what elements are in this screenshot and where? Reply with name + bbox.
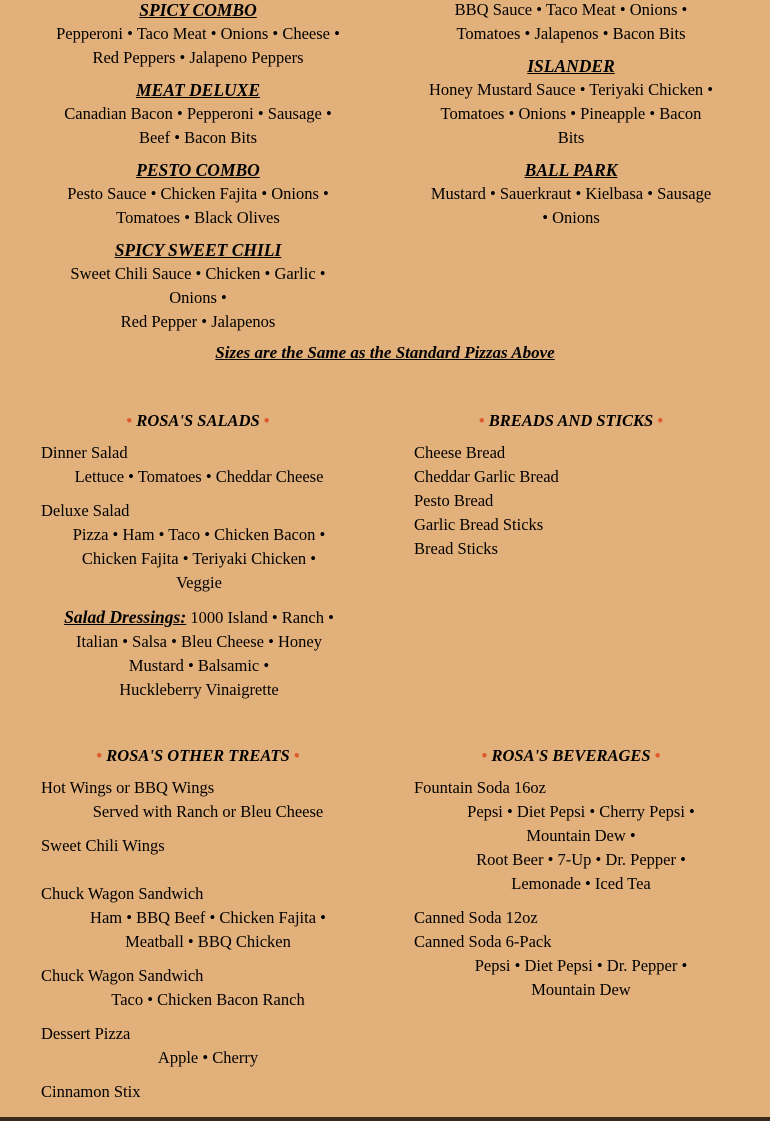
pizza-column-right	[410, 0, 732, 230]
pizza-spicy-sweet-chili	[40, 238, 356, 334]
menu-item-details: Meatball • BBQ Chicken	[125, 932, 291, 951]
menu-item-details: Served with Ranch or Bleu Cheese	[92, 802, 324, 821]
pizza-ingredients: Tomatoes • Jalapenos • Bacon Bits	[456, 24, 686, 43]
menu-item-details: Ham • BBQ Beef • Chicken Fajita •	[90, 908, 326, 927]
pizza-bbq-continued	[410, 0, 732, 46]
pizza-ingredients: Red Peppers • Jalapeno Peppers	[92, 48, 304, 67]
pizza-ingredients: Pesto Sauce • Chicken Fajita • Onions •	[67, 184, 329, 203]
breads-heading	[414, 410, 728, 432]
menu-item-name: Dessert Pizza	[41, 1024, 131, 1043]
salad-dressings-first: 1000 Island • Ranch •	[186, 608, 334, 627]
pizza-ingredients: Onions •	[169, 288, 227, 307]
bullet-icon: •	[293, 746, 300, 765]
beverages-heading	[414, 745, 728, 767]
menu-item-name: Chuck Wagon Sandwich	[41, 884, 204, 903]
pizza-title: MEAT DELUXE	[136, 80, 260, 100]
bullet-icon: •	[478, 411, 485, 430]
salads-heading-text: ROSA'S SALADS	[136, 411, 260, 430]
menu-item-details: Root Beer • 7-Up • Dr. Pepper •	[476, 850, 686, 869]
menu-item-details: Italian • Salsa • Bleu Cheese • Honey	[76, 632, 322, 651]
menu-item-name: Pesto Bread	[414, 491, 494, 510]
menu-item-name: Cheese Bread	[414, 443, 506, 462]
sizes-note: Sizes are the Same as the Standard Pizzas Above	[215, 343, 555, 362]
bullet-icon: •	[657, 411, 664, 430]
pizza-ingredients: Tomatoes • Black Olives	[116, 208, 280, 227]
pizza-title: SPICY SWEET CHILI	[114, 240, 282, 260]
menu-item-details: Chicken Fajita • Teriyaki Chicken •	[81, 549, 317, 568]
menu-item-name: Sweet Chili Wings	[41, 836, 165, 855]
menu-item-details: Mountain Dew	[531, 980, 631, 999]
pizza-spicy-combo	[40, 0, 356, 70]
bullet-icon: •	[96, 746, 103, 765]
bullet-icon: •	[126, 411, 133, 430]
menu-item-details: Mustard • Balsamic •	[128, 656, 270, 675]
menu-item-details: Pepsi • Diet Pepsi • Cherry Pepsi •	[467, 802, 695, 821]
menu-item-name: Hot Wings or BBQ Wings	[41, 778, 215, 797]
pizza-ingredients: BBQ Sauce • Taco Meat • Onions •	[454, 0, 688, 19]
page-bottom-divider	[0, 1117, 770, 1121]
pizza-pesto-combo	[40, 158, 356, 230]
menu-item-name: Canned Soda 6-Pack	[414, 932, 552, 951]
bullet-icon: •	[654, 746, 661, 765]
menu-item-name: Bread Sticks	[414, 539, 498, 558]
treats-heading	[40, 745, 356, 767]
menu-item-details: Lettuce • Tomatoes • Cheddar Cheese	[74, 467, 324, 486]
menu-item-details: Taco • Chicken Bacon Ranch	[111, 990, 305, 1009]
pizza-title: SPICY COMBO	[139, 0, 257, 20]
bullet-icon: •	[481, 746, 488, 765]
beverages-section	[414, 776, 748, 1002]
pizza-title: PESTO COMBO	[136, 160, 260, 180]
menu-item-details: Huckleberry Vinaigrette	[119, 680, 279, 699]
pizza-islander	[410, 54, 732, 150]
pizza-ball-park	[410, 158, 732, 230]
treats-section	[41, 776, 375, 1104]
pizza-ingredients: Sweet Chili Sauce • Chicken • Garlic •	[70, 264, 326, 283]
menu-item-details: Pizza • Ham • Taco • Chicken Bacon •	[72, 525, 326, 544]
treats-heading-text: ROSA'S OTHER TREATS	[106, 746, 290, 765]
menu-item-name: Canned Soda 12oz	[414, 908, 538, 927]
menu-item-name: Garlic Bread Sticks	[414, 515, 544, 534]
pizza-ingredients: Red Pepper • Jalapenos	[120, 312, 276, 331]
menu-item-name: Cinnamon Stix	[41, 1082, 141, 1101]
pizza-ingredients: Honey Mustard Sauce • Teriyaki Chicken •	[428, 80, 714, 99]
menu-item-details: Apple • Cherry	[157, 1048, 259, 1067]
menu-item-details: Veggie	[176, 573, 222, 592]
menu-item-name: Dinner Salad	[41, 443, 128, 462]
salads-heading	[40, 410, 356, 432]
beverages-heading-text: ROSA'S BEVERAGES	[491, 746, 651, 765]
menu-item-details: Pepsi • Diet Pepsi • Dr. Pepper •	[474, 956, 688, 975]
pizza-title: ISLANDER	[527, 56, 615, 76]
menu-item-details: Lemonade • Iced Tea	[511, 874, 651, 893]
bullet-icon: •	[263, 411, 270, 430]
pizza-ingredients: Beef • Bacon Bits	[138, 128, 258, 147]
salad-dressings	[41, 605, 357, 630]
pizza-meat-deluxe	[40, 78, 356, 150]
pizza-column-left	[40, 0, 356, 334]
breads-section	[414, 441, 728, 561]
salad-dressings-label: Salad Dressings:	[64, 607, 187, 627]
pizza-ingredients: Pepperoni • Taco Meat • Onions • Cheese •	[56, 24, 340, 43]
menu-item-details: Mountain Dew •	[526, 826, 636, 845]
pizza-ingredients: • Onions	[542, 208, 600, 227]
menu-item-name: Fountain Soda 16oz	[414, 778, 546, 797]
menu-item-name: Deluxe Salad	[41, 501, 130, 520]
pizza-ingredients: Canadian Bacon • Pepperoni • Sausage •	[64, 104, 332, 123]
salads-section	[41, 441, 357, 702]
breads-heading-text: BREADS AND STICKS	[488, 411, 654, 430]
pizza-ingredients: Mustard • Sauerkraut • Kielbasa • Sausage	[430, 184, 712, 203]
menu-item-name: Cheddar Garlic Bread	[414, 467, 559, 486]
menu-item-name: Chuck Wagon Sandwich	[41, 966, 204, 985]
pizza-ingredients: Bits	[557, 128, 585, 147]
pizza-ingredients: Tomatoes • Onions • Pineapple • Bacon	[440, 104, 702, 123]
pizza-title: BALL PARK	[524, 160, 618, 180]
